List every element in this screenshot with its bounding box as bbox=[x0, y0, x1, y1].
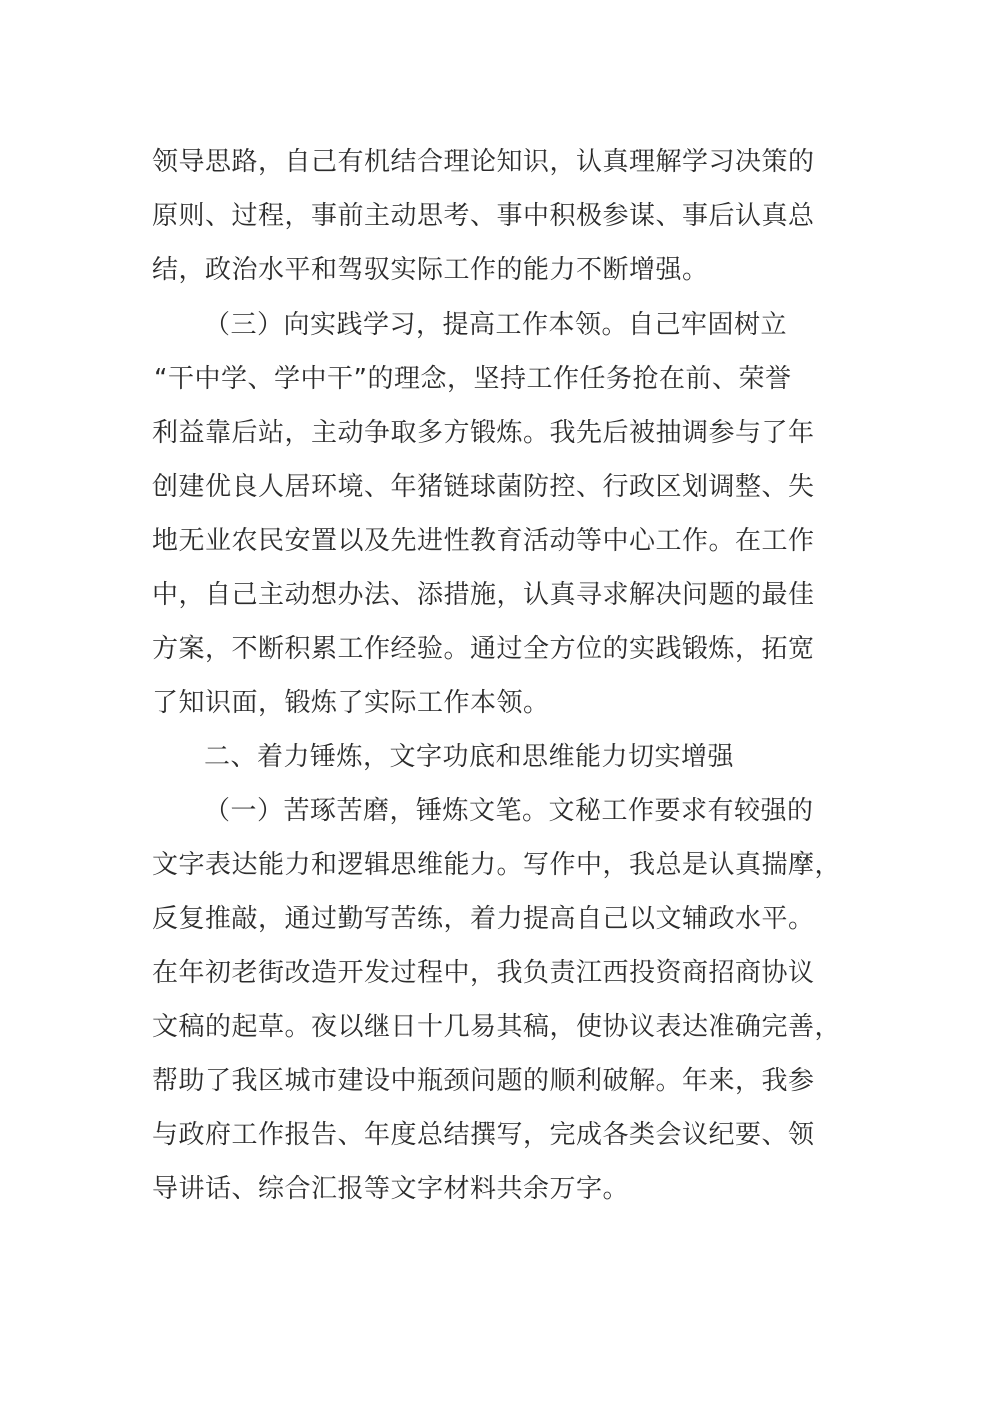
text-line: 导讲话、综合汇报等文字材料共余万字。 bbox=[152, 1174, 630, 1204]
text-line: 反复推敲，通过勤写苦练，着力提高自己以文辅政水平。 bbox=[152, 904, 815, 934]
text-line: 利益靠后站，主动争取多方锻炼。我先后被抽调参与了年 bbox=[152, 418, 815, 448]
text-line: 结，政治水平和驾驭实际工作的能力不断增强。 bbox=[152, 255, 709, 285]
section-heading-3: （三）向实践学习，提高工作本领。自己牢固树立 bbox=[204, 310, 788, 340]
section-heading-2: 二、着力锤炼，文字功底和思维能力切实增强 bbox=[204, 742, 735, 772]
text-line: 中，自己主动想办法、添措施，认真寻求解决问题的最佳 bbox=[152, 580, 815, 610]
text-line: 地无业农民安置以及先进性教育活动等中心工作。在工作 bbox=[152, 526, 815, 556]
text-line: 帮助了我区城市建设中瓶颈问题的顺利破解。年来，我参 bbox=[152, 1066, 815, 1096]
text-line: 原则、过程，事前主动思考、事中积极参谋、事后认真总 bbox=[152, 201, 815, 231]
subsection-heading-1: （一）苦琢苦磨，锤炼文笔。文秘工作要求有较强的 bbox=[204, 796, 814, 826]
text-line: 与政府工作报告、年度总结撰写，完成各类会议纪要、领 bbox=[152, 1120, 815, 1150]
text-line: 方案，不断积累工作经验。通过全方位的实践锻炼，拓宽 bbox=[152, 634, 815, 664]
text-line: “干中学、学中干”的理念，坚持工作任务抢在前、荣誉 bbox=[154, 364, 792, 394]
text-line: 了知识面，锻炼了实际工作本领。 bbox=[152, 688, 550, 718]
text-line: 领导思路，自己有机结合理论知识，认真理解学习决策的 bbox=[152, 147, 815, 177]
text-line: 文稿的起草。夜以继日十几易其稿，使协议表达准确完善， bbox=[152, 1012, 842, 1042]
text-line: 在年初老街改造开发过程中，我负责江西投资商招商协议 bbox=[152, 958, 815, 988]
text-line: 创建优良人居环境、年猪链球菌防控、行政区划调整、失 bbox=[152, 472, 815, 502]
text-line: 文字表达能力和逻辑思维能力。写作中，我总是认真揣摩， bbox=[152, 850, 842, 880]
